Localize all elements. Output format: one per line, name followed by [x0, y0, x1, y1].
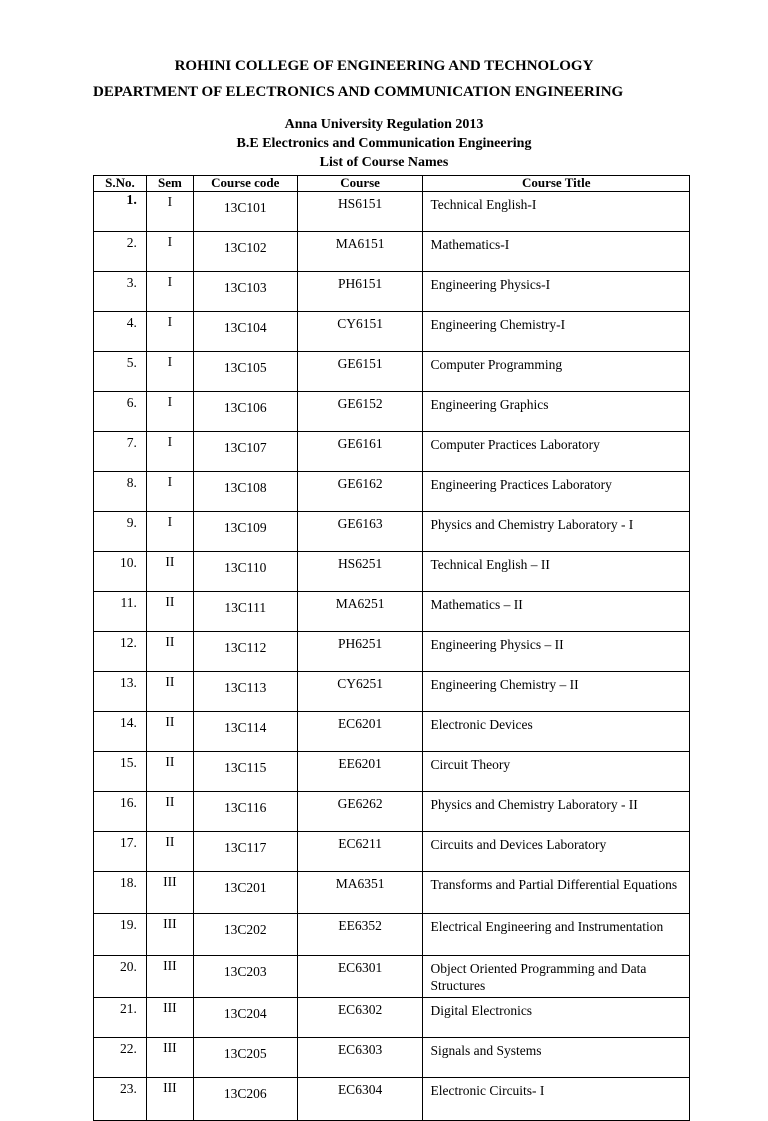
course-title-cell: Circuits and Devices Laboratory — [423, 832, 690, 872]
table-row — [94, 1038, 690, 1078]
table-row — [94, 792, 690, 832]
sno-cell: 4. — [94, 312, 147, 352]
course-cell: EC6304 — [297, 1078, 423, 1121]
course-title-cell: Mathematics-I — [423, 232, 690, 272]
column-header-course-code: Course code — [193, 176, 297, 192]
course-code-cell: 13C102 — [193, 232, 297, 272]
course-title-cell: Physics and Chemistry Laboratory - I — [423, 512, 690, 552]
table-row — [94, 914, 690, 956]
sem-cell: III — [146, 1078, 193, 1121]
course-cell: EE6352 — [297, 914, 423, 956]
sno-cell: 5. — [94, 352, 147, 392]
sem-cell: I — [146, 352, 193, 392]
sno-cell: 21. — [94, 998, 147, 1038]
sem-cell: II — [146, 552, 193, 592]
sno-cell: 19. — [94, 914, 147, 956]
sno-cell: 16. — [94, 792, 147, 832]
course-cell: GE6163 — [297, 512, 423, 552]
sno-cell: 20. — [94, 956, 147, 998]
sem-cell: II — [146, 672, 193, 712]
table-row — [94, 872, 690, 914]
table-row — [94, 512, 690, 552]
course-code-cell: 13C104 — [193, 312, 297, 352]
course-code-cell: 13C116 — [193, 792, 297, 832]
course-code-cell: 13C109 — [193, 512, 297, 552]
table-row — [94, 1078, 690, 1121]
course-code-cell: 13C114 — [193, 712, 297, 752]
table-row — [94, 712, 690, 752]
list-title: List of Course Names — [319, 155, 449, 170]
sem-cell: I — [146, 272, 193, 312]
sem-cell: III — [146, 914, 193, 956]
course-cell: EC6201 — [297, 712, 423, 752]
college-name: ROHINI COLLEGE OF ENGINEERING AND TECHNOLOGY — [174, 58, 594, 74]
course-code-cell: 13C201 — [193, 872, 297, 914]
sno-cell: 2. — [94, 232, 147, 272]
table-row — [94, 998, 690, 1038]
sno-cell: 17. — [94, 832, 147, 872]
course-cell: MA6351 — [297, 872, 423, 914]
column-header-course: Course — [297, 176, 423, 192]
course-title-cell: Digital Electronics — [423, 998, 690, 1038]
course-title-cell: Circuit Theory — [423, 752, 690, 792]
sem-cell: II — [146, 632, 193, 672]
course-cell: PH6151 — [297, 272, 423, 312]
course-title-cell: Signals and Systems — [423, 1038, 690, 1078]
table-row — [94, 832, 690, 872]
table-row — [94, 592, 690, 632]
course-title-cell: Engineering Physics-I — [423, 272, 690, 312]
column-header-sno: S.No. — [94, 176, 147, 192]
course-title-cell: Computer Practices Laboratory — [423, 432, 690, 472]
sem-cell: II — [146, 832, 193, 872]
sem-cell: I — [146, 232, 193, 272]
table-row — [94, 432, 690, 472]
sem-cell: III — [146, 998, 193, 1038]
sem-cell: I — [146, 192, 193, 232]
sem-cell: III — [146, 872, 193, 914]
table-row — [94, 672, 690, 712]
sem-cell: II — [146, 592, 193, 632]
course-code-cell: 13C105 — [193, 352, 297, 392]
course-title-cell: Computer Programming — [423, 352, 690, 392]
sem-cell: I — [146, 472, 193, 512]
table-row — [94, 552, 690, 592]
course-cell: MA6251 — [297, 592, 423, 632]
course-title-cell: Technical English-I — [423, 192, 690, 232]
course-cell: HS6151 — [297, 192, 423, 232]
regulation-heading: Anna University Regulation 2013 — [284, 117, 484, 132]
course-cell: GE6161 — [297, 432, 423, 472]
course-title-cell: Electrical Engineering and Instrumentation — [423, 914, 690, 956]
table-row — [94, 192, 690, 232]
course-code-cell: 13C113 — [193, 672, 297, 712]
course-cell: EC6303 — [297, 1038, 423, 1078]
course-code-cell: 13C206 — [193, 1078, 297, 1121]
sno-cell: 15. — [94, 752, 147, 792]
course-code-cell: 13C111 — [193, 592, 297, 632]
course-cell: GE6262 — [297, 792, 423, 832]
sno-cell: 14. — [94, 712, 147, 752]
program-heading: B.E Electronics and Communication Engineering — [236, 136, 532, 151]
course-code-cell: 13C106 — [193, 392, 297, 432]
course-code-cell: 13C108 — [193, 472, 297, 512]
course-title-cell: Physics and Chemistry Laboratory - II — [423, 792, 690, 832]
course-cell: CY6251 — [297, 672, 423, 712]
course-cell: EC6301 — [297, 956, 423, 998]
column-header-sem: Sem — [146, 176, 193, 192]
table-header-row — [94, 176, 690, 192]
course-title-cell: Engineering Graphics — [423, 392, 690, 432]
course-cell: PH6251 — [297, 632, 423, 672]
table-row — [94, 272, 690, 312]
course-cell: CY6151 — [297, 312, 423, 352]
department-name: DEPARTMENT OF ELECTRONICS AND COMMUNICATION ENGINEERING — [93, 84, 624, 100]
course-title-cell: Transforms and Partial Differential Equations — [423, 872, 690, 914]
sem-cell: III — [146, 956, 193, 998]
sno-cell: 3. — [94, 272, 147, 312]
sno-cell: 12. — [94, 632, 147, 672]
course-code-cell: 13C112 — [193, 632, 297, 672]
sno-cell: 18. — [94, 872, 147, 914]
course-title-cell: Electronic Circuits- I — [423, 1078, 690, 1121]
sem-cell: II — [146, 712, 193, 752]
sem-cell: I — [146, 512, 193, 552]
course-cell: EE6201 — [297, 752, 423, 792]
course-cell: EC6211 — [297, 832, 423, 872]
course-title-cell: Technical English – II — [423, 552, 690, 592]
sno-cell: 22. — [94, 1038, 147, 1078]
course-title-cell: Mathematics – II — [423, 592, 690, 632]
course-cell: GE6151 — [297, 352, 423, 392]
course-title-cell: Engineering Practices Laboratory — [423, 472, 690, 512]
sem-cell: I — [146, 432, 193, 472]
course-title-cell: Engineering Chemistry-I — [423, 312, 690, 352]
table-row — [94, 312, 690, 352]
course-cell: EC6302 — [297, 998, 423, 1038]
sem-cell: I — [146, 312, 193, 352]
course-title-cell: Engineering Physics – II — [423, 632, 690, 672]
course-table-body — [94, 192, 690, 1121]
table-row — [94, 956, 690, 998]
sno-cell: 8. — [94, 472, 147, 512]
course-cell: GE6162 — [297, 472, 423, 512]
course-code-cell: 13C110 — [193, 552, 297, 592]
course-cell: GE6152 — [297, 392, 423, 432]
table-row — [94, 352, 690, 392]
course-code-cell: 13C115 — [193, 752, 297, 792]
sem-cell: I — [146, 392, 193, 432]
table-row — [94, 752, 690, 792]
sno-cell: 9. — [94, 512, 147, 552]
sem-cell: III — [146, 1038, 193, 1078]
sno-cell: 11. — [94, 592, 147, 632]
course-code-cell: 13C103 — [193, 272, 297, 312]
course-title-cell: Engineering Chemistry – II — [423, 672, 690, 712]
sno-cell: 13. — [94, 672, 147, 712]
course-code-cell: 13C203 — [193, 956, 297, 998]
sem-cell: II — [146, 752, 193, 792]
table-row — [94, 472, 690, 512]
course-table — [93, 175, 690, 1121]
course-cell: MA6151 — [297, 232, 423, 272]
course-code-cell: 13C107 — [193, 432, 297, 472]
course-code-cell: 13C204 — [193, 998, 297, 1038]
table-row — [94, 392, 690, 432]
sno-cell: 6. — [94, 392, 147, 432]
course-title-cell: Electronic Devices — [423, 712, 690, 752]
course-code-cell: 13C202 — [193, 914, 297, 956]
course-title-cell: Object Oriented Programming and Data Structures — [423, 956, 690, 998]
course-code-cell: 13C117 — [193, 832, 297, 872]
sno-cell: 10. — [94, 552, 147, 592]
column-header-course-title: Course Title — [423, 176, 690, 192]
course-cell: HS6251 — [297, 552, 423, 592]
course-code-cell: 13C205 — [193, 1038, 297, 1078]
sno-cell: 1. — [94, 192, 147, 232]
table-row — [94, 232, 690, 272]
sno-cell: 23. — [94, 1078, 147, 1121]
sno-cell: 7. — [94, 432, 147, 472]
course-code-cell: 13C101 — [193, 192, 297, 232]
table-row — [94, 632, 690, 672]
sem-cell: II — [146, 792, 193, 832]
